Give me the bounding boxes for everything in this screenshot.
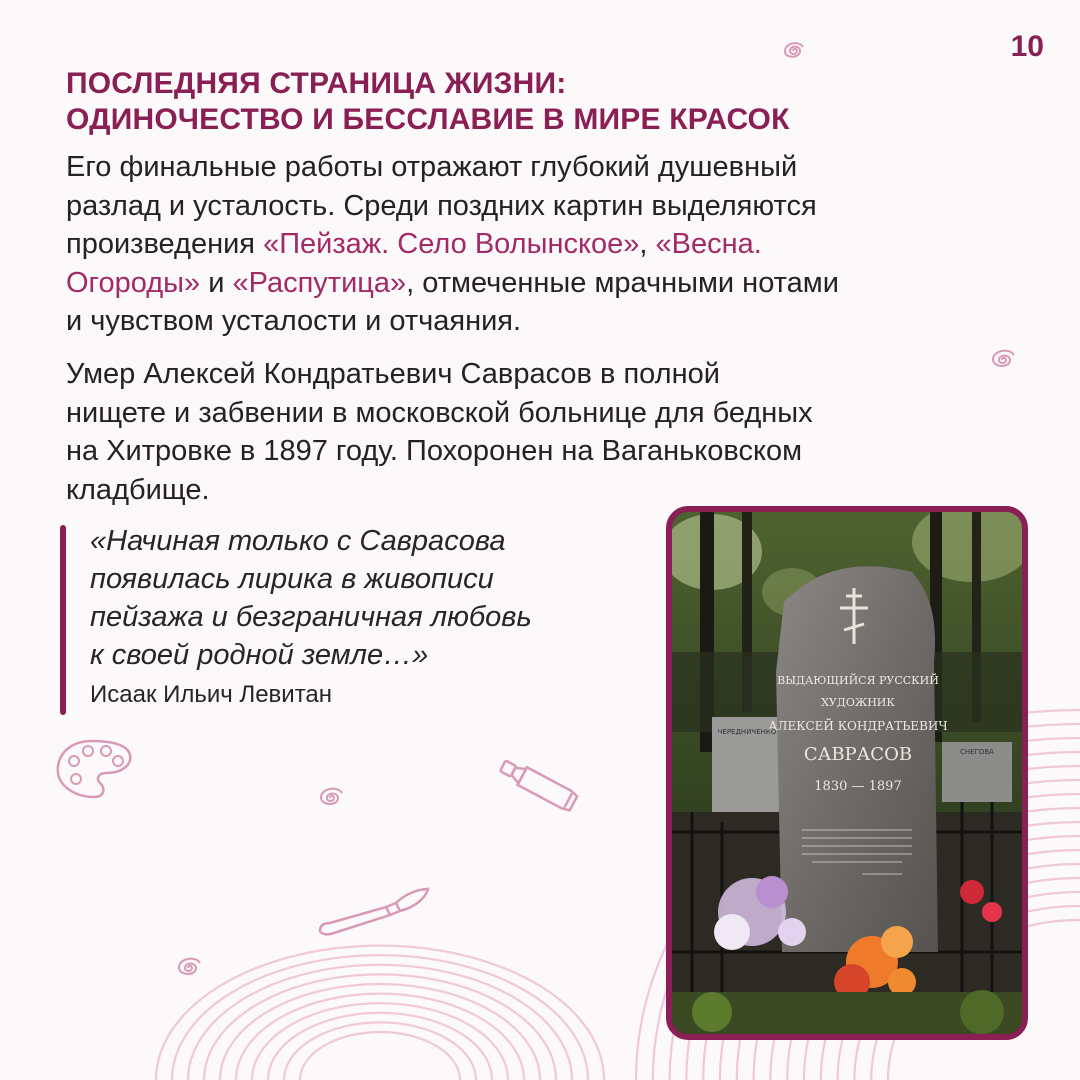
page-number: 10 <box>1010 30 1044 63</box>
gravestone-photo <box>666 506 1028 1040</box>
gravestone-illustration <box>672 512 1022 1034</box>
text-span: и <box>200 266 233 299</box>
text-span: произведения <box>66 228 264 260</box>
inscription-line: АЛЕКСЕЙ КОНДРАТЬЕВИЧ <box>768 719 948 733</box>
wave-line <box>300 1032 460 1080</box>
title-line: ПОСЛЕДНЯЯ СТРАНИЦА ЖИЗНИ: <box>66 67 567 100</box>
paragraph-line <box>66 225 1056 264</box>
wave-line <box>204 974 556 1080</box>
page-title <box>66 66 966 138</box>
wave-line <box>252 1003 508 1080</box>
paragraph-line <box>66 264 1056 303</box>
paintbrush-icon <box>316 885 432 939</box>
paragraph-line: Умер Алексей Кондратьевич Саврасов в полной <box>66 358 720 390</box>
inscription-line: ВЫДАЮЩИЙСЯ РУССКИЙ <box>777 674 939 687</box>
quote-line: пейзажа и безграничная любовь <box>90 601 532 633</box>
left-stone-text: ЧЕРЕДНИЧЕНКО <box>717 728 777 736</box>
text-span: , отмеченные мрачными нотами <box>406 266 839 299</box>
swirl-icon <box>778 38 808 64</box>
right-stone-text: СНЕГОВА <box>960 748 994 756</box>
paragraph-line: кладбище. <box>66 473 210 506</box>
paragraph-death <box>66 355 1056 509</box>
quote-accent-bar <box>60 525 66 715</box>
quote-line: появилась лирика в живописи <box>90 563 494 595</box>
text-span: , <box>639 228 656 260</box>
quote-text <box>90 522 650 674</box>
painting-title-highlight: «Весна. <box>655 228 762 260</box>
paragraph-line: нищете и забвении в московской больнице для бедных <box>66 396 813 429</box>
paragraph-final-works <box>66 148 1056 341</box>
quote-author: Исаак Ильич Левитан <box>90 681 333 708</box>
inscription-line: ХУДОЖНИК <box>821 696 895 709</box>
title-line: ОДИНОЧЕСТВО И БЕССЛАВИЕ В МИРЕ КРАСОК <box>66 103 790 136</box>
inscription-line: САВРАСОВ <box>803 744 913 765</box>
quote-line: к своей родной земле…» <box>90 639 429 671</box>
inscription-line: 1830 — 1897 <box>814 779 902 794</box>
painting-title-highlight: «Пейзаж. Село Волынское» <box>263 228 640 260</box>
paragraph-line: Его финальные работы отражают глубокий душевный <box>66 151 798 183</box>
swirl-icon <box>310 780 350 816</box>
painting-title-highlight: Огороды» <box>66 266 201 299</box>
paint-tube-icon <box>494 755 584 815</box>
painting-title-highlight: «Распутица» <box>232 266 407 299</box>
paragraph-line: разлад и усталость. Среди поздних картин выделяются <box>66 189 817 222</box>
paragraph-line: на Хитровке в 1897 году. Похоронен на Ваганьковском <box>66 435 803 467</box>
paragraph-line: и чувством усталости и отчаяния. <box>66 305 522 337</box>
quote-line: «Начиная только с Саврасова <box>90 525 506 557</box>
swirl-icon <box>168 950 208 986</box>
palette-icon <box>52 735 136 803</box>
